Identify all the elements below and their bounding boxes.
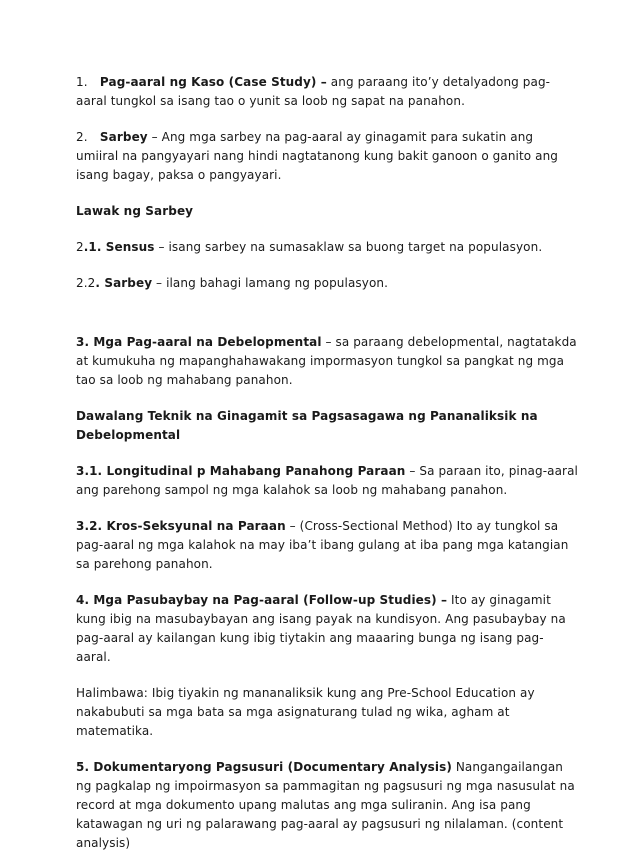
term-follow-up: 4. Mga Pasubaybay na Pag-aaral (Follow-up Studies) – xyxy=(76,593,448,607)
term-sensus: .1. Sensus xyxy=(83,240,155,254)
paragraph-documentary xyxy=(76,758,578,853)
definition-debelopmental: – sa paraang debelopmental, nagtatakda at kumukuha ng mapanghahawakang impormasyon tungkol sa pangkat ng mga tao sa loob ng mahabang panahon. xyxy=(76,335,577,387)
term-documentary: 5. Dokumentaryong Pagsusuri (Documentary Analysis) xyxy=(76,760,452,774)
term-longitudinal: 3.1. Longitudinal p Mahabang Panahong Paraan xyxy=(76,464,406,478)
term-case-study: Pag-aaral ng Kaso (Case Study) – xyxy=(99,75,327,89)
paragraph-sensus xyxy=(76,238,578,257)
item-number: 2.2 xyxy=(76,276,96,290)
paragraph-case-study xyxy=(76,73,578,111)
definition-kros-seksyunal: – (Cross-Sectional Method) Ito ay tungkol sa pag-aaral ng mga kalahok na may iba’t ibang gulang at iba pang mga katangian sa parehong panahon. xyxy=(76,519,569,571)
definition-sarbey-bahagi: – ilang bahagi lamang ng populasyon. xyxy=(152,276,389,290)
heading-lawak-ng-sarbey: Lawak ng Sarbey xyxy=(76,204,194,218)
definition-follow-up: Ito ay ginagamit kung ibig na masubaybayan ang isang payak na kundisyon. Ang pasubaybay na pag-aaral ay kailangan kung ibig tiytakin ang maaaring bunga ng isang pag-aaral. xyxy=(76,593,566,664)
term-kros-seksyunal: 3.2. Kros-Seksyunal na Paraan xyxy=(76,519,286,533)
paragraph-follow-up xyxy=(76,591,578,667)
term-debelopmental: 3. Mga Pag-aaral na Debelopmental xyxy=(76,335,322,349)
item-number: 1. xyxy=(76,75,88,89)
definition-sarbey: – Ang mga sarbey na pag-aaral ay ginagamit para sukatin ang umiiral na pangyayari nang hindi nagtatanong kung bakit ganoon o ganito ang isang bagay, paksa o pangyayari. xyxy=(76,130,559,182)
paragraph-sarbey-bahagi xyxy=(76,274,578,293)
paragraph-halimbawa: Halimbawa: Ibig tiyakin ng mananaliksik kung ang Pre-School Education ay nakabubuti sa mga bata sa mga asignaturang tulad ng wika, agham at matematika. xyxy=(76,686,535,738)
term-sarbey: Sarbey xyxy=(99,130,148,144)
definition-longitudinal: – Sa paraan ito, pinag-aaral ang parehong sampol ng mga kalahok sa loob ng mahabang panahon. xyxy=(76,464,578,497)
definition-case-study: ang paraang ito’y detalyadong pag-aaral tungkol sa isang tao o yunit sa loob ng sapat na panahon. xyxy=(76,75,551,108)
term-sarbey-bahagi: . Sarbey xyxy=(95,276,153,290)
paragraph-kros-seksyunal xyxy=(76,517,578,574)
paragraph-debelopmental xyxy=(76,333,578,390)
item-number: 2. xyxy=(76,130,88,144)
item-number: 2 xyxy=(76,240,84,254)
definition-documentary: Nangangailangan ng pagkalap ng impoirmasyon sa pammagitan ng pagsusuri ng mga nasusulat na record at mga dokumento upang malutas ang mga suliranin. Ang isa pang katawagan ng uri ng palarawang pag-aaral ay pagsusuri ng nilalaman. (content analysis) xyxy=(76,760,575,850)
paragraph-sarbey xyxy=(76,128,578,185)
heading-dawalang-teknik: Dawalang Teknik na Ginagamit sa Pagsasagawa ng Pananaliksik na Debelopmental xyxy=(76,409,538,442)
paragraph-longitudinal xyxy=(76,462,578,500)
definition-sensus: – isang sarbey na sumasaklaw sa buong target na populasyon. xyxy=(154,240,543,254)
